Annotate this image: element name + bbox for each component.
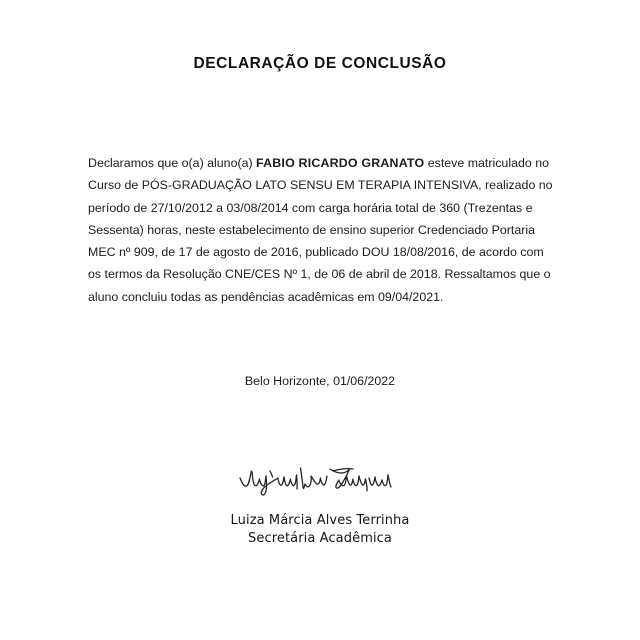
handwritten-signature-icon xyxy=(235,458,405,502)
declaration-body xyxy=(88,152,553,308)
declaration-paragraph xyxy=(88,152,553,308)
signatory-name: Luiza Márcia Alves Terrinha xyxy=(230,513,410,528)
signature-block xyxy=(0,458,640,548)
page-title: DECLARAÇÃO DE CONCLUSÃO xyxy=(193,55,447,72)
declaration-detail-text: esteve matriculado no Curso de PÓS-GRADUAÇÃO LATO SENSU EM TERAPIA INTENSIVA, realizado no período de 27/10/2012 a 03/08/2014 com carga horária total de 360 (Trezentas e Sessenta) horas, neste estabelecimento de ensino superior Credenciado Portaria MEC nº 909, de 17 de agosto de 2016, publicado DOU 18/08/2016, de acordo com os termos da Resolução CNE/CES Nº 1, de 06 de abril de 2018. Ressaltamos que o aluno concluiu todas as pendências acadêmicas em 09/04/2021. xyxy=(88,156,553,304)
declaration-intro-text: Declaramos que o(a) aluno(a) xyxy=(88,156,257,170)
student-name: FABIO RICARDO GRANATO xyxy=(256,156,425,170)
place-and-date: Belo Horizonte, 01/06/2022 xyxy=(244,374,396,388)
signatory-role: Secretária Acadêmica xyxy=(248,531,392,546)
